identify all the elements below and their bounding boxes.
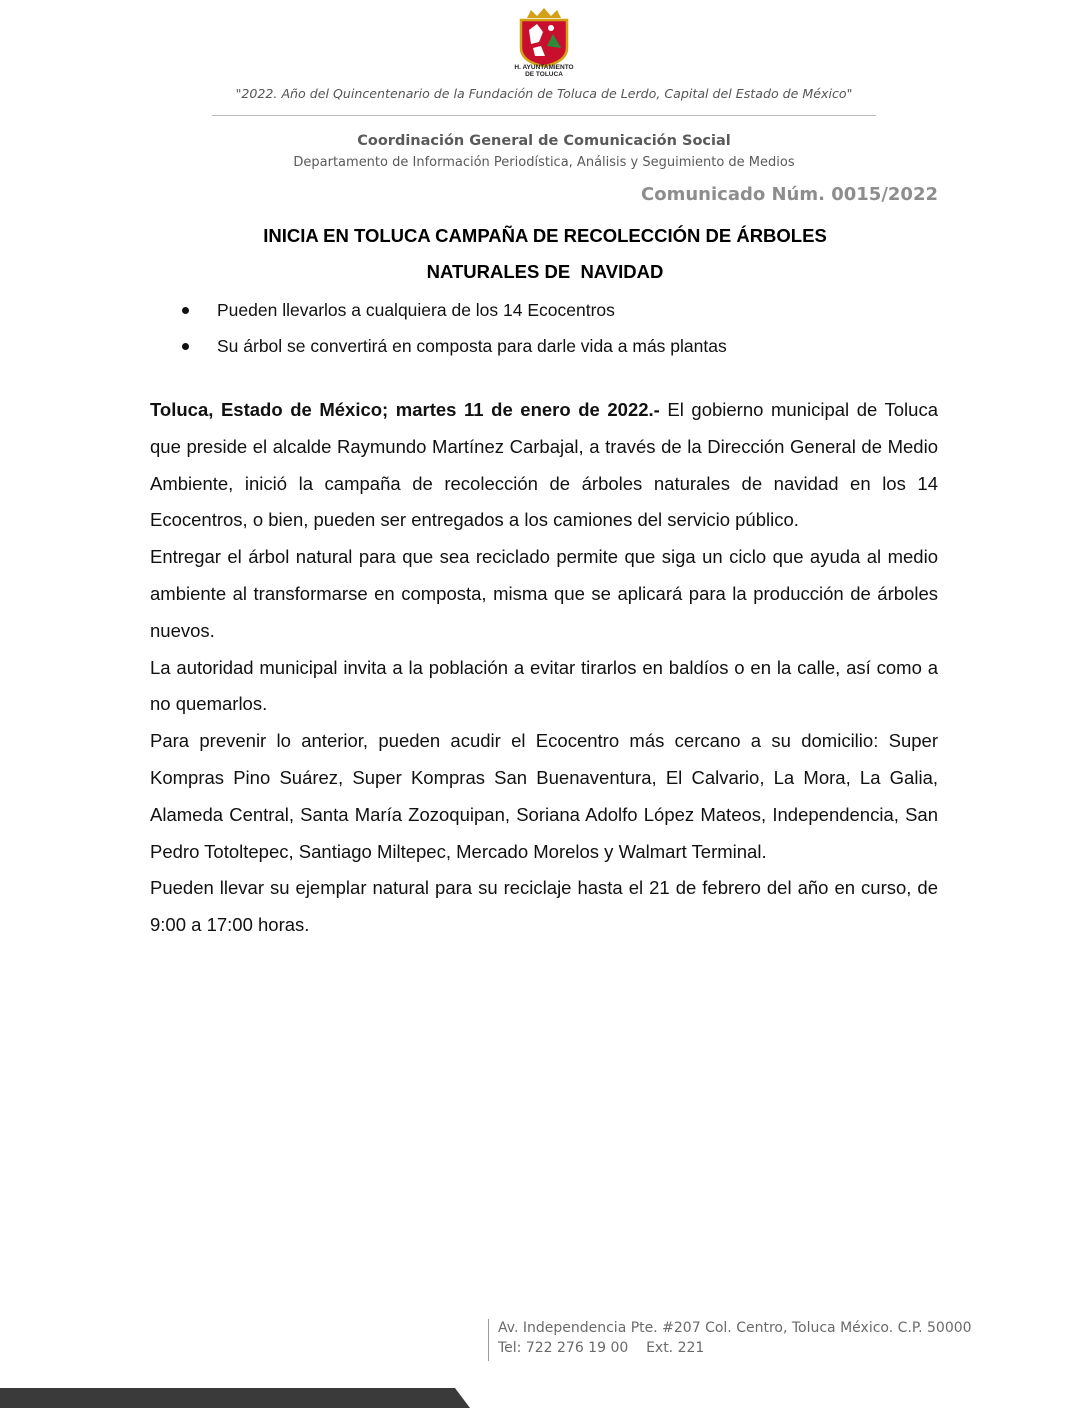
bullet-item <box>180 292 920 328</box>
bullet-text: Pueden llevarlos a cualquiera de los 14 Ecocentros <box>217 300 615 320</box>
logo-caption-line1: H. AYUNTAMIENTO <box>514 64 574 71</box>
logo-caption-line2: DE TOLUCA <box>525 71 563 78</box>
dateline: Toluca, Estado de México; martes 11 de enero de 2022.- <box>150 399 660 420</box>
headline-line2: NATURALES DE NAVIDAD <box>426 261 664 282</box>
footer-address: Av. Independencia Pte. #207 Col. Centro, Toluca México. C.P. 50000 <box>498 1320 972 1336</box>
bullet-dot-icon <box>182 343 189 350</box>
paragraph-1 <box>150 392 938 539</box>
department-subtitle: Departamento de Información Periodística, Análisis y Seguimiento de Medios <box>293 155 795 170</box>
year-motto: "2022. Año del Quincentenario de la Fundación de Toluca de Lerdo, Capital del Estado de México" <box>235 86 853 101</box>
headline-line1: INICIA EN TOLUCA CAMPAÑA DE RECOLECCIÓN DE ÁRBOLES <box>263 225 827 246</box>
header-divider <box>212 115 876 116</box>
summary-bullets <box>180 292 920 364</box>
bullet-dot-icon <box>182 307 189 314</box>
bullet-item <box>180 328 920 364</box>
footer-stripe <box>0 1388 470 1408</box>
paragraph-2: Entregar el árbol natural para que sea reciclado permite que siga un ciclo que ayuda al medio ambiente al transformarse en composta, misma que se aplicará para la producción de árboles nuevos. <box>150 546 938 641</box>
footer-divider <box>488 1319 489 1361</box>
paragraph-4: Para prevenir lo anterior, pueden acudir el Ecocentro más cercano a su domicilio: Super Kompras Pino Suárez, Super Kompras San Buenaventura, El Calvario, La Mora, La Galia, Alameda Central, Santa María Zozoquipan, Soriana Adolfo López Mateos, Independencia, San Pedro Totoltepec, Santiago Miltepec, Mercado Morelos y Walmart Terminal. <box>150 730 938 862</box>
article-body <box>150 392 938 944</box>
department-title: Coordinación General de Comunicación Social <box>357 133 731 149</box>
paragraph-1-text: El gobierno municipal de Toluca que preside el alcalde Raymundo Martínez Carbajal, a través de la Dirección General de Medio Ambiente, inició la campaña de recolección de árboles naturales de navidad en los 14 Ecocentros, o bien, pueden ser entregados a los camiones del servicio público. <box>150 399 938 531</box>
comunicado-number: Comunicado Núm. 0015/2022 <box>641 184 938 205</box>
logo-caption <box>496 64 592 78</box>
bullet-text: Su árbol se convertirá en composta para darle vida a más plantas <box>217 336 727 356</box>
footer-phone: Tel: 722 276 19 00 Ext. 221 <box>498 1340 705 1356</box>
headline <box>150 218 940 290</box>
paragraph-3: La autoridad municipal invita a la población a evitar tirarlos en baldíos o en la calle, así como a no quemarlos. <box>150 656 938 715</box>
paragraph-5: Pueden llevar su ejemplar natural para su reciclaje hasta el 21 de febrero del año en curso, de 9:00 a 17:00 horas. <box>150 877 938 936</box>
